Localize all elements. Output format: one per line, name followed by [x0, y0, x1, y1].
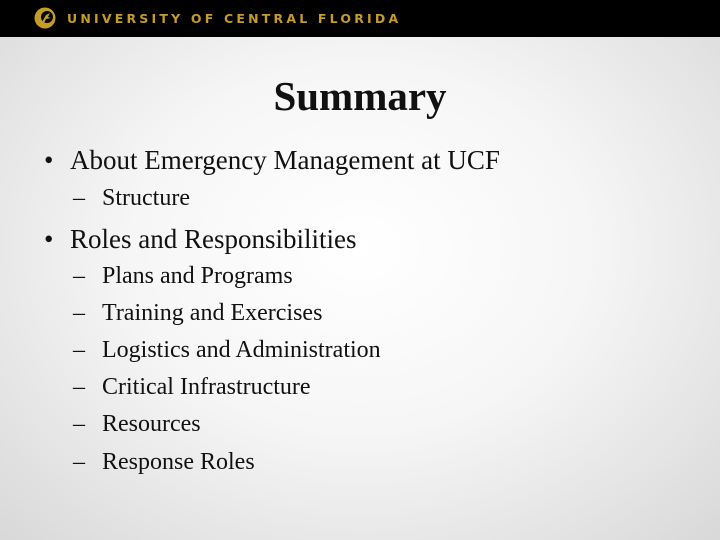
sub-item-text: Structure — [102, 185, 190, 211]
sub-item-marker: – — [73, 185, 85, 211]
sub-item — [73, 447, 255, 477]
bullet-item — [44, 223, 357, 255]
bullet-marker: • — [44, 224, 54, 254]
sub-item-text: Plans and Programs — [102, 263, 293, 289]
sub-item-text: Resources — [102, 411, 201, 437]
sub-item — [73, 335, 381, 365]
bullet-item — [44, 144, 500, 176]
university-name: UNIVERSITY OF CENTRAL FLORIDA — [67, 11, 402, 26]
sub-item — [73, 298, 322, 328]
sub-item-text: Logistics and Administration — [102, 337, 381, 363]
sub-item-marker: – — [73, 374, 85, 400]
slide-title: Summary — [273, 73, 447, 119]
sub-item-text: Training and Exercises — [102, 300, 323, 326]
ucf-pegasus-logo-icon — [33, 6, 57, 30]
sub-item-text: Response Roles — [102, 449, 255, 475]
sub-item — [73, 261, 293, 291]
bullet-text: About Emergency Management at UCF — [70, 145, 500, 175]
sub-item-marker: – — [73, 263, 85, 289]
sub-item-marker: – — [73, 337, 85, 363]
sub-item-marker: – — [73, 300, 85, 326]
sub-item — [73, 183, 190, 213]
header-bar — [0, 0, 720, 37]
sub-item-text: Critical Infrastructure — [102, 374, 311, 400]
sub-item-marker: – — [73, 411, 85, 437]
bullet-text: Roles and Responsibilities — [70, 224, 357, 254]
sub-item-marker: – — [73, 449, 85, 475]
sub-item — [73, 372, 311, 402]
sub-item — [73, 409, 201, 439]
bullet-marker: • — [44, 145, 54, 175]
